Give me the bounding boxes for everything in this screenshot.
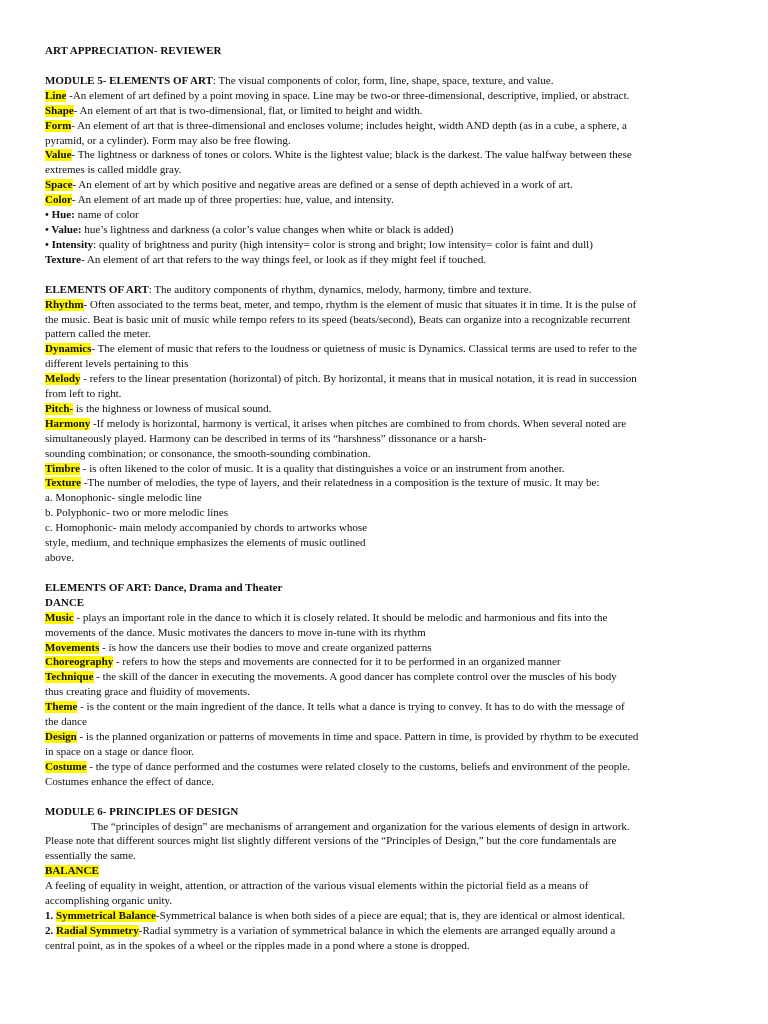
balance-definition: A feeling of equality in weight, attention, or attraction of the various visual elements within the pictorial field as a means of bbox=[45, 880, 589, 893]
term-dynamics bbox=[45, 342, 728, 357]
radial-symmetry-label: Radial Symmetry bbox=[56, 924, 139, 937]
document-title: ART APPRECIATION- REVIEWER bbox=[45, 45, 222, 57]
term-design-definition: - is the planned organization or patterns of movements in time and space. Pattern in time, is provided by rhythm to be executed bbox=[76, 730, 639, 743]
term-line-label: Line bbox=[45, 89, 67, 102]
term-dynamics-cont: different levels pertaining to this bbox=[45, 358, 189, 371]
symmetrical-balance-number: 1. bbox=[45, 909, 56, 922]
music-heading-line bbox=[45, 283, 728, 298]
term-dynamics-label: Dynamics bbox=[45, 343, 92, 356]
term-line-definition: -An element of art defined by a point moving in space. Line may be two-or three-dimensional, descriptive, implied, or abstract. bbox=[66, 89, 630, 102]
term-form-cont: pyramid, or a cylinder). Form may also be free flowing. bbox=[45, 134, 291, 147]
term-value-label: Value bbox=[45, 149, 72, 162]
module5-heading-line bbox=[45, 74, 728, 89]
texture-option-c-cont-2: above. bbox=[45, 552, 75, 564]
term-rhythm-definition: - Often associated to the terms beat, meter, and tempo, rhythm is the element of music that situates it in time. It is the pulse of bbox=[83, 298, 637, 311]
texture-option-a: a. Monophonic- single melodic line bbox=[45, 492, 202, 505]
texture-option-c-cont: style, medium, and technique emphasizes the elements of music outlined bbox=[45, 537, 366, 550]
term-theme-definition: - is the content or the main ingredient of the dance. It tells what a dance is trying to convey. It has to do with the message of bbox=[77, 701, 625, 714]
term-melody-definition: - refers to the linear presentation (horizontal) of pitch. By horizontal, it means that in musical notation, it is read in succession bbox=[80, 373, 637, 386]
term-pitch-definition: is the highness or lowness of musical sound. bbox=[73, 402, 272, 415]
term-choreography-label: Choreography bbox=[45, 656, 114, 669]
term-harmony-cont-2: sounding combination; or consonance, the smooth-sounding combination. bbox=[45, 447, 371, 460]
term-form-label: Form bbox=[45, 119, 72, 132]
term-music-texture-definition: -The number of melodies, the type of layers, and their relatedness in a composition is the texture of music. It may be: bbox=[81, 477, 600, 490]
radial-symmetry-number: 2. bbox=[45, 924, 56, 937]
term-rhythm bbox=[45, 298, 728, 313]
term-line bbox=[45, 89, 728, 104]
term-timbre-definition: - is often likened to the color of music. It is a quality that distinguishes a voice or an instrument from another. bbox=[80, 462, 565, 475]
term-choreography bbox=[45, 655, 728, 670]
music-heading: ELEMENTS OF ART bbox=[45, 283, 149, 296]
term-technique-label: Technique bbox=[45, 671, 94, 684]
radial-symmetry-cont: central point, as in the spokes of a wheel or the ripples made in a pond where a stone is dropped. bbox=[45, 939, 470, 952]
term-rhythm-label: Rhythm bbox=[45, 298, 84, 311]
term-harmony-cont: simultaneously played. Harmony can be described in terms of its “harshness” dissonance or a harsh- bbox=[45, 432, 487, 445]
term-timbre bbox=[45, 462, 728, 477]
term-technique-definition: - the skill of the dancer in executing the movements. A good dancer has complete control over the muscles of his body bbox=[93, 671, 617, 684]
module6-intro: The “principles of design” are mechanisms of arrangement and organization for the various elements of design in artwork. bbox=[91, 820, 630, 833]
term-pitch bbox=[45, 402, 728, 417]
bullet-hue-label: • Hue: bbox=[45, 209, 75, 222]
dance-subheading: DANCE bbox=[45, 596, 85, 609]
term-melody-cont: from left to right. bbox=[45, 388, 122, 401]
term-texture-definition: - An element of art that refers to the way things feel, or look as if they might feel if touched. bbox=[81, 253, 487, 266]
term-harmony-label: Harmony bbox=[45, 417, 91, 430]
balance-definition-cont: accomplishing organic unity. bbox=[45, 895, 173, 908]
radial-symmetry-definition: -Radial symmetry is a variation of symmetrical balance in which the elements are arranged equally around a bbox=[138, 924, 616, 937]
term-dynamics-definition: - The element of music that refers to the loudness or quietness of music is Dynamics. Classical terms are used to refer to the bbox=[91, 343, 637, 356]
term-form-definition: - An element of art that is three-dimensional and encloses volume; includes height, width AND depth (as in a cube, a sphere, a bbox=[71, 119, 627, 132]
term-technique-cont: thus creating grace and fluidity of movements. bbox=[45, 686, 250, 699]
term-rhythm-cont: the music. Beat is basic unit of music while tempo refers to its speed (beats/second), Beats can organize into a recognizable recurrent bbox=[45, 313, 631, 326]
term-shape bbox=[45, 104, 728, 119]
module5-intro: : The visual components of color, form, line, shape, space, texture, and value. bbox=[212, 74, 554, 87]
term-value-definition: - The lightness or darkness of tones or colors. White is the lightest value; black is the darkest. The value halfway between these bbox=[71, 149, 632, 162]
term-theme-cont: the dance bbox=[45, 716, 87, 729]
term-design bbox=[45, 730, 728, 745]
term-timbre-label: Timbre bbox=[45, 462, 81, 475]
term-theme bbox=[45, 700, 728, 715]
bullet-hue bbox=[45, 208, 728, 223]
bullet-value-definition: hue’s lightness and darkness (a color’s value changes when white or black is added) bbox=[81, 223, 454, 236]
term-texture bbox=[45, 253, 728, 268]
term-value-cont: extremes is called middle gray. bbox=[45, 164, 182, 177]
term-melody-label: Melody bbox=[45, 373, 81, 386]
term-design-label: Design bbox=[45, 730, 77, 743]
term-melody bbox=[45, 372, 728, 387]
term-shape-definition: - An element of art that is two-dimensional, flat, or limited to height and width. bbox=[73, 104, 423, 117]
balance-heading: BALANCE bbox=[45, 865, 99, 878]
bullet-hue-definition: name of color bbox=[74, 209, 139, 222]
term-space-label: Space bbox=[45, 179, 73, 192]
term-costume-definition: - the type of dance performed and the costumes were related closely to the customs, beliefs and environment of the people. bbox=[86, 760, 630, 773]
term-space bbox=[45, 178, 728, 193]
term-color-label: Color bbox=[45, 194, 72, 207]
module6-intro-cont: Please note that different sources might list slightly different versions of the “Principles of Design,” but the core fundamentals are bbox=[45, 835, 617, 848]
term-movements-label: Movements bbox=[45, 641, 100, 654]
term-music-definition: - plays an important role in the dance to which it is closely related. It should be melodic and harmonious and fits into the bbox=[73, 611, 608, 624]
term-movements-definition: - is how the dancers use their bodies to move and create organized patterns bbox=[99, 641, 432, 654]
term-value bbox=[45, 148, 728, 163]
balance-heading-line bbox=[45, 864, 728, 879]
term-rhythm-cont-2: pattern called the meter. bbox=[45, 328, 151, 341]
symmetrical-balance-definition: -Symmetrical balance is when both sides of a piece are equal; that is, they are identical or almost identical. bbox=[155, 909, 626, 922]
term-costume bbox=[45, 760, 728, 775]
term-costume-label: Costume bbox=[45, 760, 87, 773]
symmetrical-balance-item bbox=[45, 909, 728, 924]
term-harmony bbox=[45, 417, 728, 432]
term-color-definition: - An element of art made up of three properties: hue, value, and intensity. bbox=[71, 194, 394, 207]
term-choreography-definition: - refers to how the steps and movements are connected for it to be performed in an organized manner bbox=[113, 656, 561, 669]
term-harmony-definition: -If melody is horizontal, harmony is vertical, it arises when pitches are combined to from chords. When several noted are bbox=[90, 417, 627, 430]
term-color bbox=[45, 193, 728, 208]
term-shape-label: Shape bbox=[45, 104, 74, 117]
texture-option-c: c. Homophonic- main melody accompanied by chords to artworks whose bbox=[45, 522, 367, 535]
bullet-intensity-label: • Intensity bbox=[45, 238, 94, 251]
module6-intro-cont-2: essentially the same. bbox=[45, 850, 136, 863]
term-music-label: Music bbox=[45, 611, 74, 624]
term-music bbox=[45, 611, 728, 626]
term-costume-cont: Costumes enhance the effect of dance. bbox=[45, 775, 215, 788]
term-design-cont: in space on a stage or dance floor. bbox=[45, 745, 195, 758]
term-music-texture-label: Texture bbox=[45, 477, 82, 490]
radial-symmetry-item bbox=[45, 924, 728, 939]
bullet-value bbox=[45, 223, 728, 238]
term-music-texture bbox=[45, 476, 728, 491]
term-music-cont: movements of the dance. Music motivates the dancers to move in-tune with its rhythm bbox=[45, 626, 426, 639]
symmetrical-balance-label: Symmetrical Balance bbox=[56, 909, 156, 922]
term-texture-label: Texture bbox=[45, 253, 82, 266]
term-form bbox=[45, 119, 728, 134]
term-theme-label: Theme bbox=[45, 701, 78, 714]
bullet-intensity-definition: : quality of brightness and purity (high intensity= color is strong and bright; low intensity= color is faint and dull) bbox=[93, 238, 593, 251]
dance-heading: ELEMENTS OF ART: Dance, Drama and Theater bbox=[45, 581, 283, 594]
module6-heading: MODULE 6- PRINCIPLES OF DESIGN bbox=[45, 805, 239, 818]
texture-option-b: b. Polyphonic- two or more melodic lines bbox=[45, 507, 228, 520]
term-space-definition: - An element of art by which positive and negative areas are defined or a sense of depth achieved in a work of art. bbox=[72, 179, 573, 192]
module5-heading: MODULE 5- ELEMENTS OF ART bbox=[45, 74, 213, 87]
term-technique bbox=[45, 670, 728, 685]
music-intro: : The auditory components of rhythm, dynamics, melody, harmony, timbre and texture. bbox=[148, 283, 532, 296]
term-movements bbox=[45, 641, 728, 656]
bullet-intensity bbox=[45, 238, 728, 253]
term-pitch-label: Pitch- bbox=[45, 402, 74, 415]
bullet-value-label: • Value: bbox=[45, 223, 82, 236]
